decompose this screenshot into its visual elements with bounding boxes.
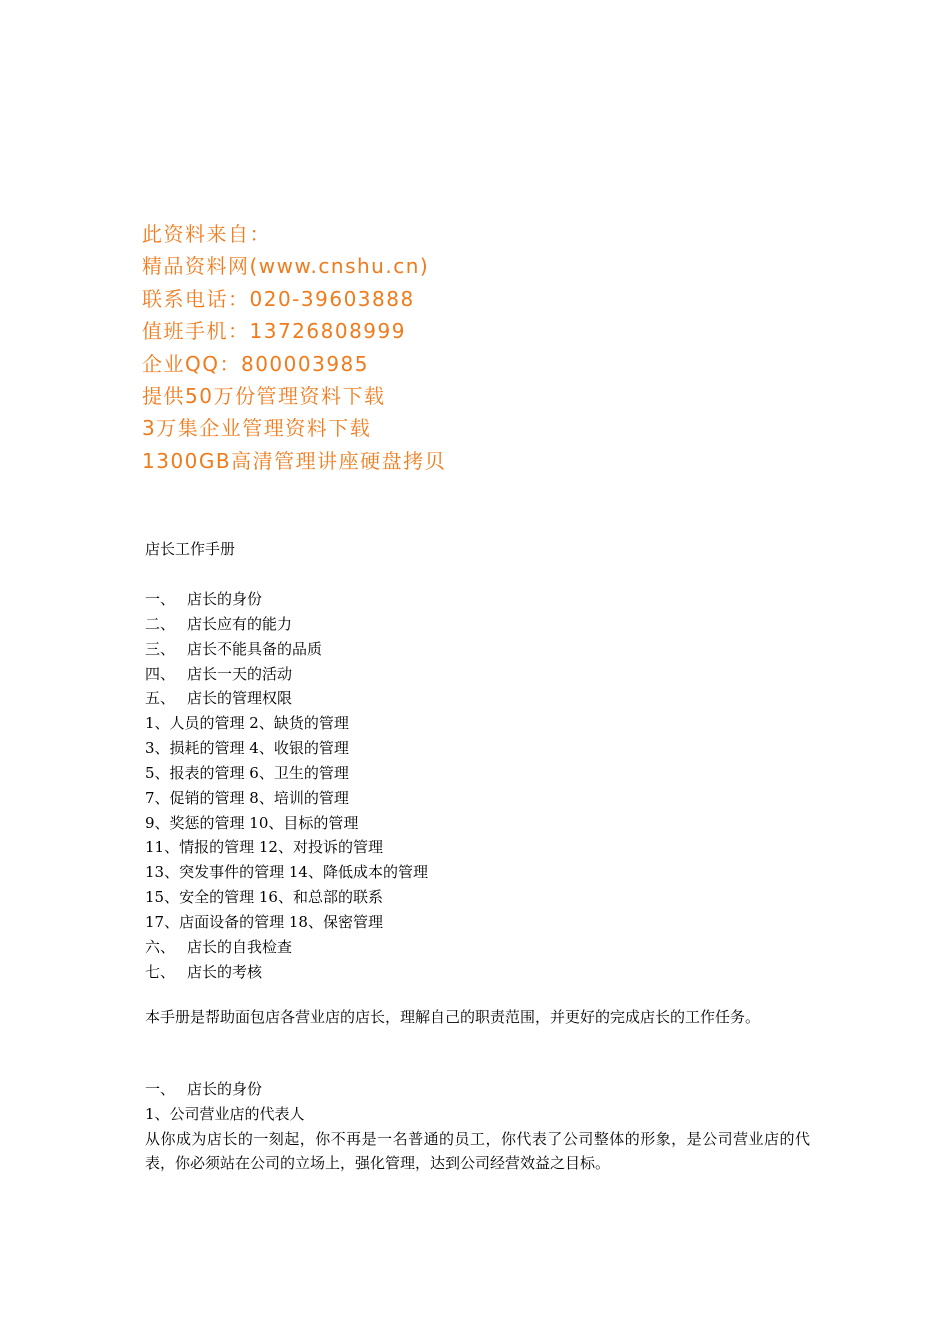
toc-sub-item: 3、损耗的管理 4、收银的管理 (145, 739, 349, 758)
toc-item-number: 三、 (145, 639, 176, 658)
toc-sub-item: 11、情报的管理 12、对投诉的管理 (145, 838, 383, 857)
toc-item (145, 960, 810, 985)
toc-item-text: 店长一天的活动 (187, 664, 293, 683)
toc-sub-item: 17、店面设备的管理 18、保密管理 (145, 912, 383, 931)
toc-item-number: 四、 (145, 664, 176, 683)
toc-item-text: 店长应有的能力 (187, 614, 293, 633)
toc-item (145, 662, 810, 687)
section-body-paragraph: 从你成为店长的一刻起，你不再是一名普通的员工，你代表了公司整体的形象，是公司营业店的代表，你必须站在公司的立场上，强化管理，达到公司经营效益之目标。 (145, 1129, 810, 1173)
toc-item-text: 店长的自我检查 (187, 937, 293, 956)
toc-sub-item: 5、报表的管理 6、卫生的管理 (145, 763, 349, 782)
toc-item-text: 店长的身份 (187, 590, 263, 608)
toc-item-number: 一、 (145, 590, 176, 608)
section-number: 一、 (145, 1080, 176, 1098)
toc-item (145, 587, 810, 612)
toc-item (145, 686, 810, 711)
toc-item (145, 612, 810, 637)
promo-qq-line: 企业QQ：800003985 (142, 351, 370, 376)
promo-offer-line: 1300GB高清管理讲座硬盘拷贝 (142, 448, 447, 473)
toc-sub-item: 15、安全的管理 16、和总部的联系 (145, 888, 383, 907)
promo-offer-line: 3万集企业管理资料下载 (142, 416, 372, 441)
table-of-contents (145, 587, 810, 985)
document-body (145, 537, 810, 1176)
toc-sub-item: 1、人员的管理 2、缺货的管理 (145, 714, 349, 733)
toc-item-number: 六、 (145, 937, 176, 956)
toc-item-number: 五、 (145, 689, 176, 708)
toc-sub-item: 13、突发事件的管理 14、降低成本的管理 (145, 863, 428, 882)
promo-offer-line: 提供50万份管理资料下载 (142, 383, 386, 408)
promo-website-line: 精品资料网(www.cnshu.cn) (142, 254, 430, 279)
toc-item-text: 店长不能具备的品质 (187, 639, 323, 658)
toc-item-text: 店长的考核 (187, 962, 263, 981)
section-heading (145, 1077, 810, 1102)
promo-source-line: 此资料来自： (142, 222, 271, 246)
toc-sub-item: 9、奖惩的管理 10、目标的管理 (145, 813, 359, 832)
toc-item-number: 七、 (145, 962, 176, 981)
section-sub-heading: 1、公司营业店的代表人 (145, 1104, 305, 1123)
toc-item (145, 935, 810, 960)
promo-block (142, 218, 842, 477)
section-identity (145, 1077, 810, 1176)
toc-item-number: 二、 (145, 614, 176, 633)
intro-paragraph: 本手册是帮助面包店各营业店的店长，理解自己的职责范围，并更好的完成店长的工作任务。 (145, 1007, 761, 1026)
section-heading-text: 店长的身份 (187, 1080, 263, 1098)
promo-mobile-line: 值班手机：13726808999 (142, 319, 406, 344)
toc-sub-item: 7、促销的管理 8、培训的管理 (145, 788, 349, 807)
toc-item-text: 店长的管理权限 (187, 689, 293, 708)
promo-phone-line: 联系电话：020-39603888 (142, 286, 415, 311)
document-title: 店长工作手册 (145, 540, 236, 558)
toc-item (145, 637, 810, 662)
